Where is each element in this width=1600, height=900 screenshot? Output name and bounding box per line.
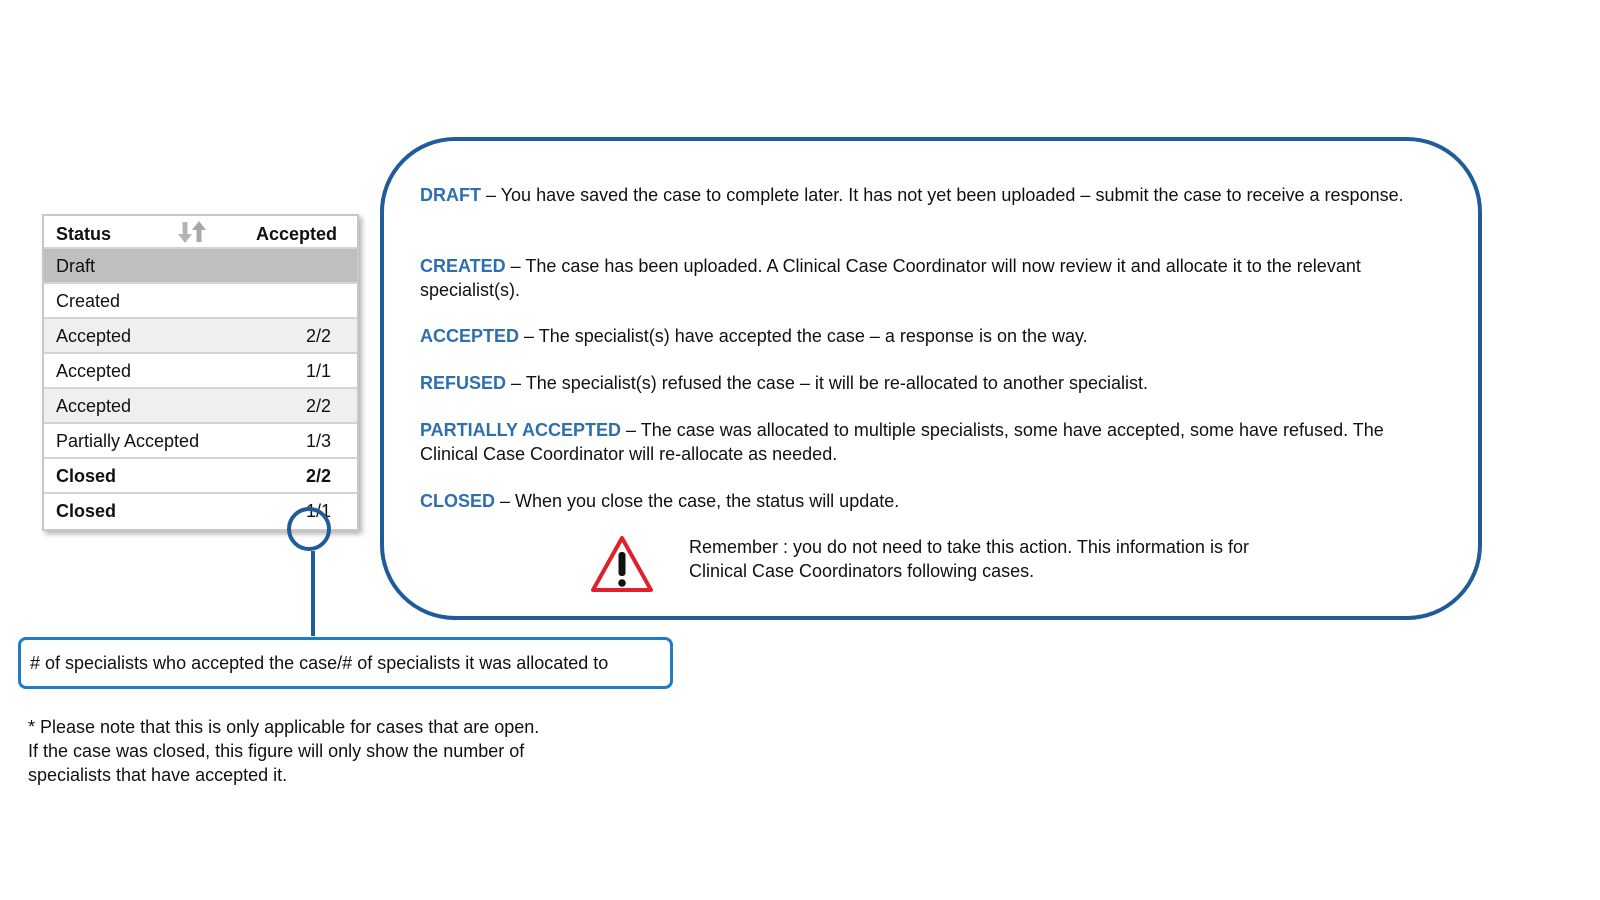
table-row[interactable] <box>44 389 357 424</box>
table-row[interactable] <box>44 284 357 319</box>
legend-text: – The specialist(s) have accepted the case – a response is on the way. <box>519 326 1088 346</box>
row-accepted: 1/3 <box>305 431 331 451</box>
highlight-circle <box>287 507 331 551</box>
legend-item-created <box>420 254 1430 302</box>
row-status: Closed <box>56 466 117 486</box>
table-row[interactable] <box>44 319 357 354</box>
status-table <box>42 214 359 531</box>
legend-term: ACCEPTED <box>420 326 520 346</box>
accepted-column-header[interactable]: Accepted <box>255 224 337 244</box>
table-row[interactable] <box>44 459 357 494</box>
legend-term: CLOSED <box>420 491 496 511</box>
table-header <box>44 216 357 249</box>
table-row[interactable] <box>44 424 357 459</box>
row-status: Created <box>56 291 121 311</box>
legend-text: – When you close the case, the status will update. <box>495 491 900 511</box>
row-status: Draft <box>56 256 96 276</box>
remember-note: Remember : you do not need to take this action. This information is for Clinical Case Coordinators following cases. <box>689 537 1249 581</box>
sort-arrows-icon[interactable] <box>175 219 211 245</box>
legend-term: REFUSED <box>420 373 507 393</box>
row-status: Partially Accepted <box>56 431 200 451</box>
legend-item-closed <box>420 489 1430 513</box>
row-accepted: 2/2 <box>305 466 331 486</box>
legend-item-partially-accepted <box>420 418 1430 466</box>
table-row[interactable] <box>44 249 357 284</box>
legend-term: DRAFT <box>420 185 481 205</box>
row-accepted: 2/2 <box>305 396 331 416</box>
footnote: * Please note that this is only applicable for cases that are open. If the case was closed, this figure will only show the number of specialists that have accepted it. <box>28 717 540 785</box>
legend-item-refused <box>420 371 1430 395</box>
status-column-header[interactable]: Status <box>56 224 112 244</box>
warning-triangle-icon <box>590 534 654 594</box>
row-accepted: 1/1 <box>305 361 331 381</box>
table-row[interactable] <box>44 354 357 389</box>
row-accepted: 2/2 <box>305 326 331 346</box>
legend-term: CREATED <box>420 256 506 276</box>
row-status: Accepted <box>56 396 132 416</box>
connector-line <box>311 551 315 636</box>
legend-panel <box>380 137 1482 620</box>
callout-text: # of specialists who accepted the case/# of specialists it was allocated to <box>30 653 609 673</box>
legend-text: – The case was allocated to multiple specialists, some have accepted, some have refused. The Clinical Case Coordinator will re-allocate as needed. <box>420 420 1384 464</box>
legend-text: – You have saved the case to complete later. It has not yet been uploaded – submit the case to receive a response. <box>481 185 1404 205</box>
row-accepted: 1/1 <box>305 501 331 521</box>
legend-item-accepted <box>420 324 1430 348</box>
row-status: Closed <box>56 501 117 521</box>
legend-text: – The case has been uploaded. A Clinical Case Coordinator will now review it and allocate it to the relevant specialist(s). <box>420 256 1361 300</box>
legend-item-draft <box>420 183 1430 207</box>
row-status: Accepted <box>56 361 132 381</box>
callout-box <box>18 637 673 689</box>
legend-term: PARTIALLY ACCEPTED <box>420 420 622 440</box>
legend-text: – The specialist(s) refused the case – it will be re-allocated to another specialist. <box>506 373 1149 393</box>
row-status: Accepted <box>56 326 132 346</box>
